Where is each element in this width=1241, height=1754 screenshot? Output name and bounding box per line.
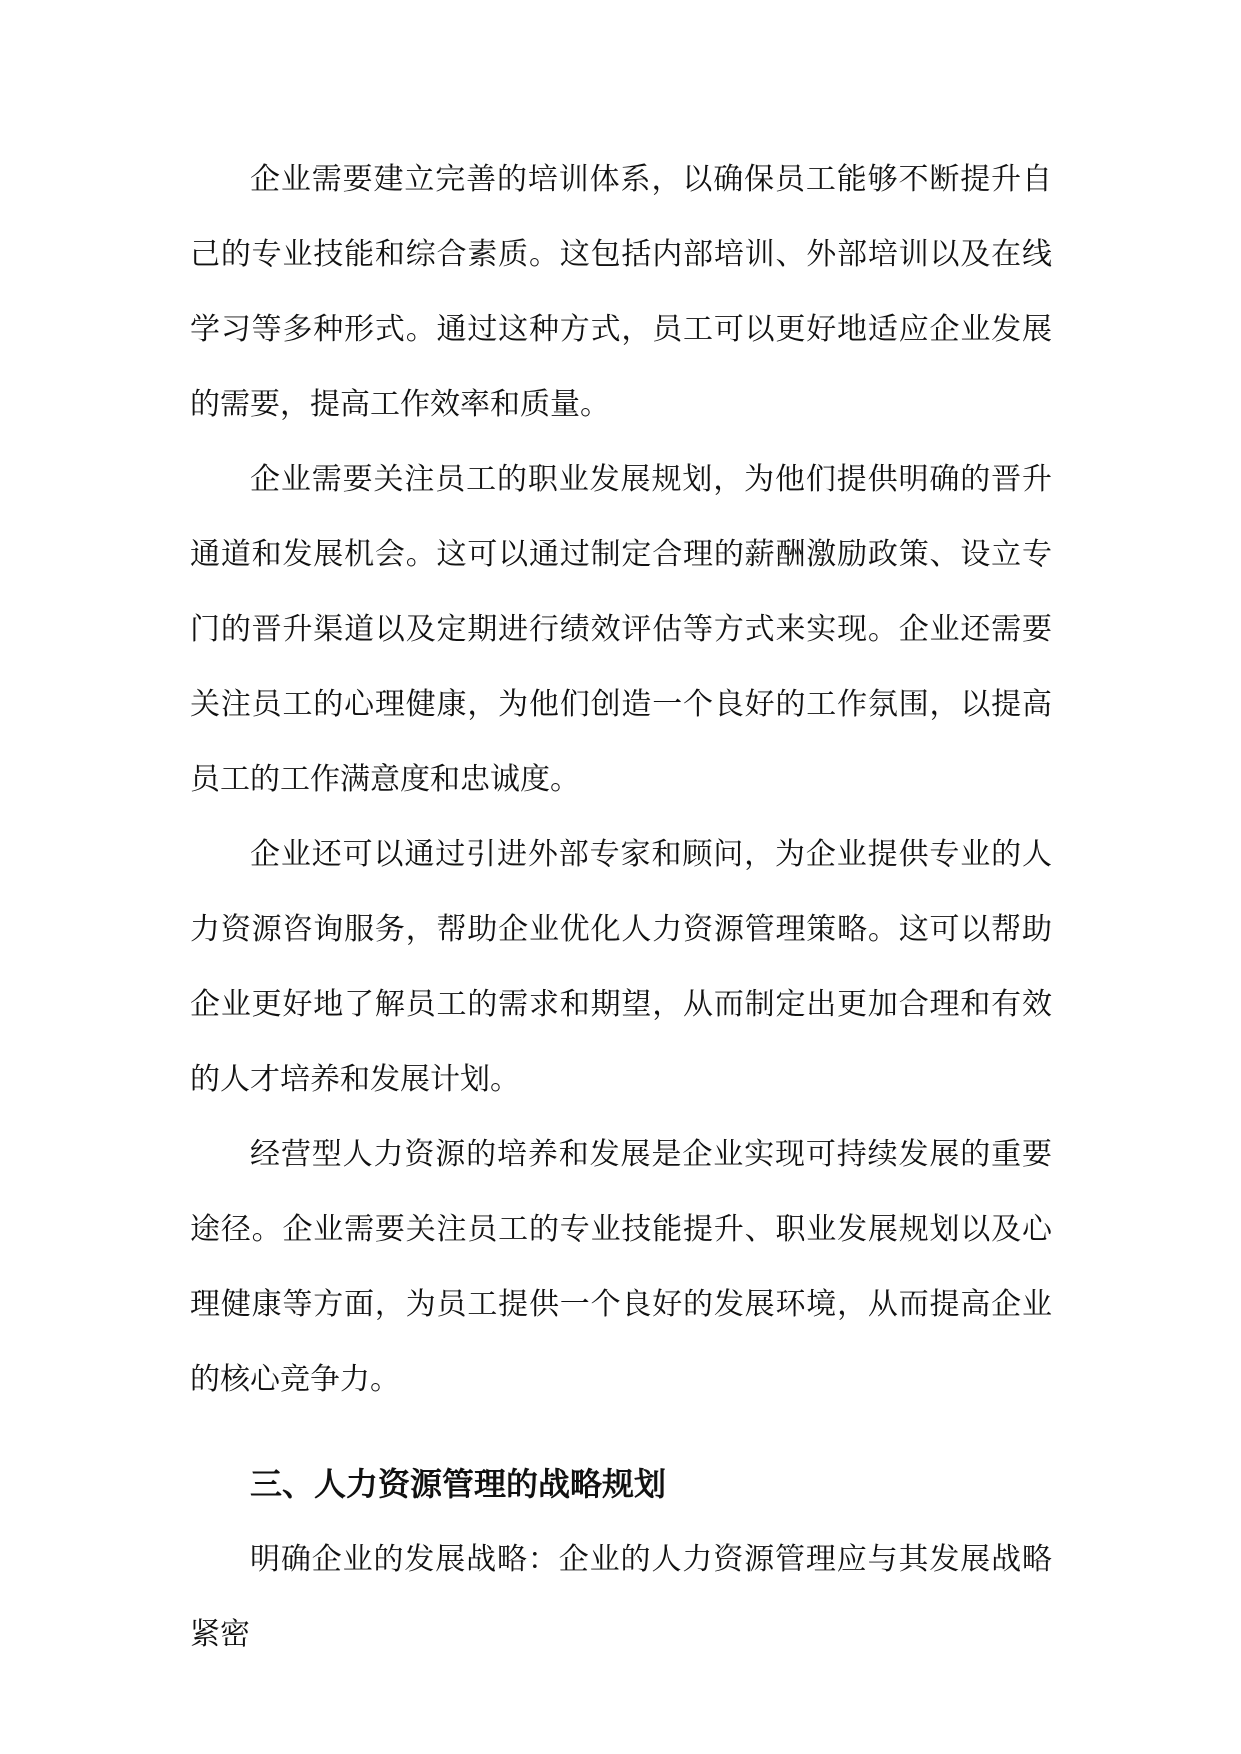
paragraph-summary: 经营型人力资源的培养和发展是企业实现可持续发展的重要途径。企业需要关注员工的专业技能提升、职业发展规划以及心理健康等方面，为员工提供一个良好的发展环境，从而提高企业的核心竞争力。: [190, 1137, 1052, 1397]
paragraph-training-system: 企业需要建立完善的培训体系，以确保员工能够不断提升自己的专业技能和综合素质。这包括内部培训、外部培训以及在线学习等多种形式。通过这种方式，员工可以更好地适应企业发展的需要，提高工作效率和质量。: [190, 162, 1052, 422]
paragraph-external-experts: 企业还可以通过引进外部专家和顾问，为企业提供专业的人力资源咨询服务，帮助企业优化人力资源管理策略。这可以帮助企业更好地了解员工的需求和期望，从而制定出更加合理和有效的人才培养和发展计划。: [190, 837, 1052, 1097]
section-heading: 三、人力资源管理的战略规划: [250, 1465, 667, 1503]
paragraph-career-development: 企业需要关注员工的职业发展规划，为他们提供明确的晋升通道和发展机会。这可以通过制定合理的薪酬激励政策、设立专门的晋升渠道以及定期进行绩效评估等方式来实现。企业还需要关注员工的心理健康，为他们创造一个良好的工作氛围，以提高员工的工作满意度和忠诚度。: [190, 462, 1052, 797]
paragraph-strategy: 明确企业的发展战略：企业的人力资源管理应与其发展战略紧密: [190, 1542, 1052, 1652]
document-body: [190, 142, 1052, 1672]
